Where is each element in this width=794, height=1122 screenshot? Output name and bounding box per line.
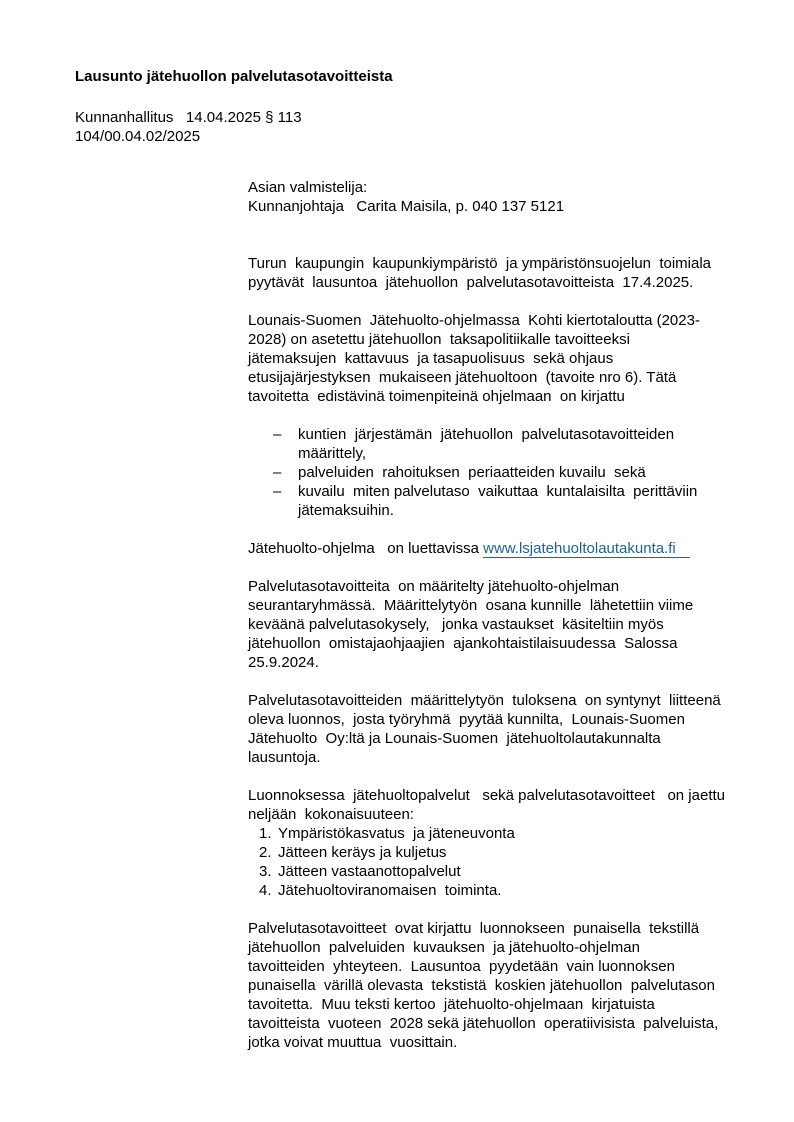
paragraph-line: 2028) on asetettu jätehuollon taksapolitiikalle tavoitteeksi [248,331,630,348]
block-para [248,919,778,1052]
paragraph-line: lausuntoja. [248,749,321,766]
paragraph-line: Luonnoksessa jätehuoltopalvelut sekä palvelutasotavoitteet on jaettu [248,787,725,804]
dash-bullet: – [273,426,282,443]
case-number: 104/00.04.02/2025 [75,128,201,145]
numbered-line: Ympäristökasvatus ja jäteneuvonta [278,825,515,842]
numbered-line: Jätteen vastaanottopalvelut [278,863,461,880]
paragraph-line: oleva luonnos, josta työryhmä pyytää kunnilta, Lounais-Suomen [248,711,685,728]
paragraph-line: 25.9.2024. [248,654,319,671]
paragraph-line: pyytävät lausuntoa jätehuollon palvelutasotavoitteista 17.4.2025. [248,274,694,291]
list-number: 1. [259,825,272,842]
paragraph-line: neljään kokonaisuuteen: [248,806,414,823]
bullet-list-item [273,425,778,463]
paragraph-line: keväänä palvelutasokysely, jonka vastaukset käsiteltiin myös [248,616,664,633]
paragraph-line: jotka voivat muuttua vuosittain. [248,1034,458,1051]
numbered-line: Jätteen keräys ja kuljetus [278,844,447,861]
paragraph-line: tavoitetta. Muu teksti kertoo jätehuolto-ohjelmaan kirjatuista [248,996,655,1013]
paragraph-line: tavoitetta edistävinä toimenpiteinä ohjelmaan on kirjattu [248,388,625,405]
block-linkline [248,539,778,558]
paragraph-line: seurantaryhmässä. Määrittelytyön osana kunnille lähetettiin viime [248,597,694,614]
block-para [248,178,778,216]
block-para [248,577,778,672]
block-bullets [248,425,778,520]
dash-bullet: – [273,464,282,481]
bullet-text [298,482,697,520]
paragraph-line: punaisella värillä olevasta tekstistä koskien jätehuollon palvelutason [248,977,715,994]
bullet-line: kuvailu miten palvelutaso vaikuttaa kuntalaisilta perittäviin [298,483,698,500]
paragraph-line: Palvelutasotavoitteita on määritelty jätehuolto-ohjelman [248,578,620,595]
link-prefix: Jätehuolto-ohjelma on luettavissa [248,540,484,557]
paragraph-line: Palvelutasotavoitteiden määrittelytyön tuloksena on syntynyt liitteenä [248,692,721,709]
paragraph-line: jätehuollon palveluiden kuvauksen ja jätehuolto-ohjelman [248,939,640,956]
document-body [248,178,778,1052]
bullet-line: määrittely, [298,445,367,462]
list-number: 3. [259,863,272,880]
numbered-list-item [259,862,778,881]
bullet-line: palveluiden rahoituksen periaatteiden kuvailu sekä [298,464,646,481]
numbered-list-item [259,843,778,862]
list-number: 2. [259,844,272,861]
block-para [248,786,778,824]
bullet-list-item [273,482,778,520]
dash-bullet: – [273,483,282,500]
link-line [248,539,778,558]
jatehuolto-website-link[interactable]: www.lsjatehuoltolautakunta.fi [483,540,690,558]
paragraph-line: jätehuollon omistajaohjaajien ajankohtaistilaisuudessa Salossa [248,635,678,652]
block-para [248,254,778,292]
bullet-line: kuntien järjestämän jätehuollon palvelutasotavoitteiden [298,426,675,443]
paragraph-line: Palvelutasotavoitteet ovat kirjattu luonnokseen punaisella tekstillä [248,920,700,937]
numbered-list-item [259,824,778,843]
paragraph-line: tavoitteista vuoteen 2028 sekä jätehuollon operatiivisista palveluista, [248,1015,719,1032]
paragraph-line: Turun kaupungin kaupunkiympäristö ja ympäristönsuojelun toimiala [248,255,712,272]
meeting-info-line: Kunnanhallitus 14.04.2025 § 113 [75,109,302,126]
block-para [248,311,778,406]
bullet-list-item [273,463,778,482]
paragraph-line: Kunnanjohtaja Carita Maisila, p. 040 137 5121 [248,198,565,215]
numbered-line: Jätehuoltoviranomaisen toiminta. [278,882,502,899]
paragraph-line: Jätehuolto Oy:ltä ja Lounais-Suomen jätehuoltolautakunnalta [248,730,661,747]
paragraph-line: tavoitteiden yhteyteen. Lausuntoa pyydetään vain luonnoksen [248,958,675,975]
bullet-line: jätemaksuihin. [298,502,394,519]
bullet-text [298,425,674,463]
document-title: Lausunto jätehuollon palvelutasotavoitteista [75,68,393,85]
block-para [248,691,778,767]
paragraph-line: Lounais-Suomen Jätehuolto-ohjelmassa Kohti kiertotaloutta (2023- [248,312,700,329]
numbered-list-item [259,881,778,900]
bullet-text [298,463,646,482]
meeting-meta [75,108,794,146]
block-numbered [248,824,778,900]
paragraph-line: Asian valmistelija: [248,179,368,196]
list-number: 4. [259,882,272,899]
paragraph-line: jätemaksujen kattavuus ja tasapuolisuus sekä ohjaus [248,350,614,367]
paragraph-line: etusijajärjestyksen mukaiseen jätehuoltoon (tavoite nro 6). Tätä [248,369,677,386]
